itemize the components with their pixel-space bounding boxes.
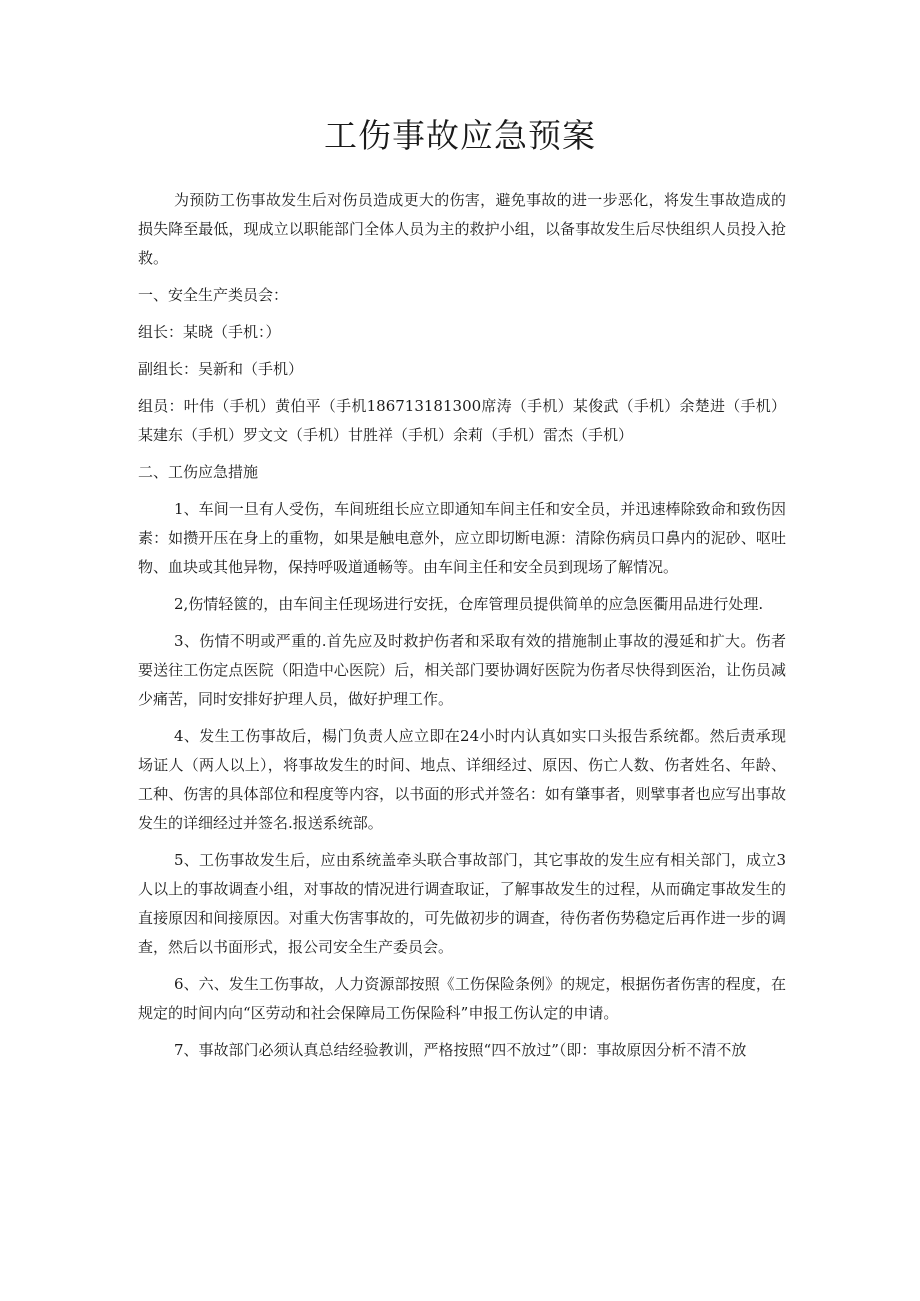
measure-item-2: 2,伤情轻篋的，由车间主任现场进行安抚，仓库管理员提供简单的应急医衢用品进行处理. xyxy=(174,595,764,613)
deputy-leader-line: 副组长：吴新和（手机） xyxy=(138,360,304,378)
measure-item-5: 5、工伤事故发生后，应由系统盖牵头联合事故部门，其它事故的发生应有相关部门，成立3人以上的事故调查小组，对事故的情况进行调查取证，了解事故发生的过程，从而确定事故发生的直接原因和间接原因。对重大伤害事故的，可先做初步的调查，待伤者伤势稳定后再作进一步的调查，然后以书面形式，报公司安全生产委员会。 xyxy=(138,851,786,956)
measure-item-7: 7、事故部门必须认真总结经验教训，严格按照“四不放过”（即：事故原因分析不清不放 xyxy=(174,1041,747,1059)
team-members-line: 组员：叶伟（手机）黄伯平（手机186713181300席涛（手机）某俊武（手机）余楚进（手机）某建东（手机）罗文文（手机）甘胜祥（手机）余莉（手机）雷杰（手机） xyxy=(138,397,786,444)
document-title: 工伤事故应急预案 xyxy=(324,116,596,155)
team-leader-line: 组长：某晓（手机：） xyxy=(138,323,281,341)
intro-paragraph: 为预防工伤事故发生后对伤员造成更大的伤害，避免事故的进一步恶化，将发生事故造成的损失降至最低，现成立以职能部门全体人员为主的救护小组，以备事故发生后尽快组织人员投入抢救。 xyxy=(138,191,786,267)
document-body xyxy=(138,186,786,1065)
section-heading-committee: 一、安全生产类员会： xyxy=(138,286,289,304)
measure-item-6: 6、六、发生工伤事故，人力资源部按照《工伤保险条例》的规定，根据伤者伤害的程度，在规定的时间内向“区劳动和社会保障局工伤保险科”申报工伤认定的申请。 xyxy=(138,975,786,1022)
measure-item-1: 1、车间一旦有人受伤，车间班组长应立即通知车间主任和安全员，并迅速棒除致命和致伤因素：如攒开压在身上的重物，如果是触电意外，应立即切断电源：清除伤病员口鼻内的泥砂、呕吐物、血块或其他异物，保持呼吸道通畅等。由车间主任和安全员到现场了解情况。 xyxy=(138,500,786,576)
section-heading-measures: 二、工伤应急措施 xyxy=(138,463,259,481)
measure-item-3: 3、伤情不明或严重的.首先应及时救护伤者和采取有效的措施制止事故的漫延和扩大。伤者要送往工伤定点医院（阳造中心医院）后，相关部门要协调好医院为伤者尽快得到医治，让伤员减少痛苦，同时安排好护理人员，做好护理工作。 xyxy=(138,632,786,708)
measure-item-4: 4、发生工伤事故后，楊门负责人应立即在24小时内认真如实口头报告系统都。然后责承现场证人（两人以上），将事故发生的时间、地点、详细经过、原因、伤亡人数、伤者姓名、年龄、工种、伤害的具体部位和程度等内容，以书面的形式并签名：如有肇事者，则擘事者也应写出事故发生的详细经过并签名.报送系统部。 xyxy=(138,727,786,832)
